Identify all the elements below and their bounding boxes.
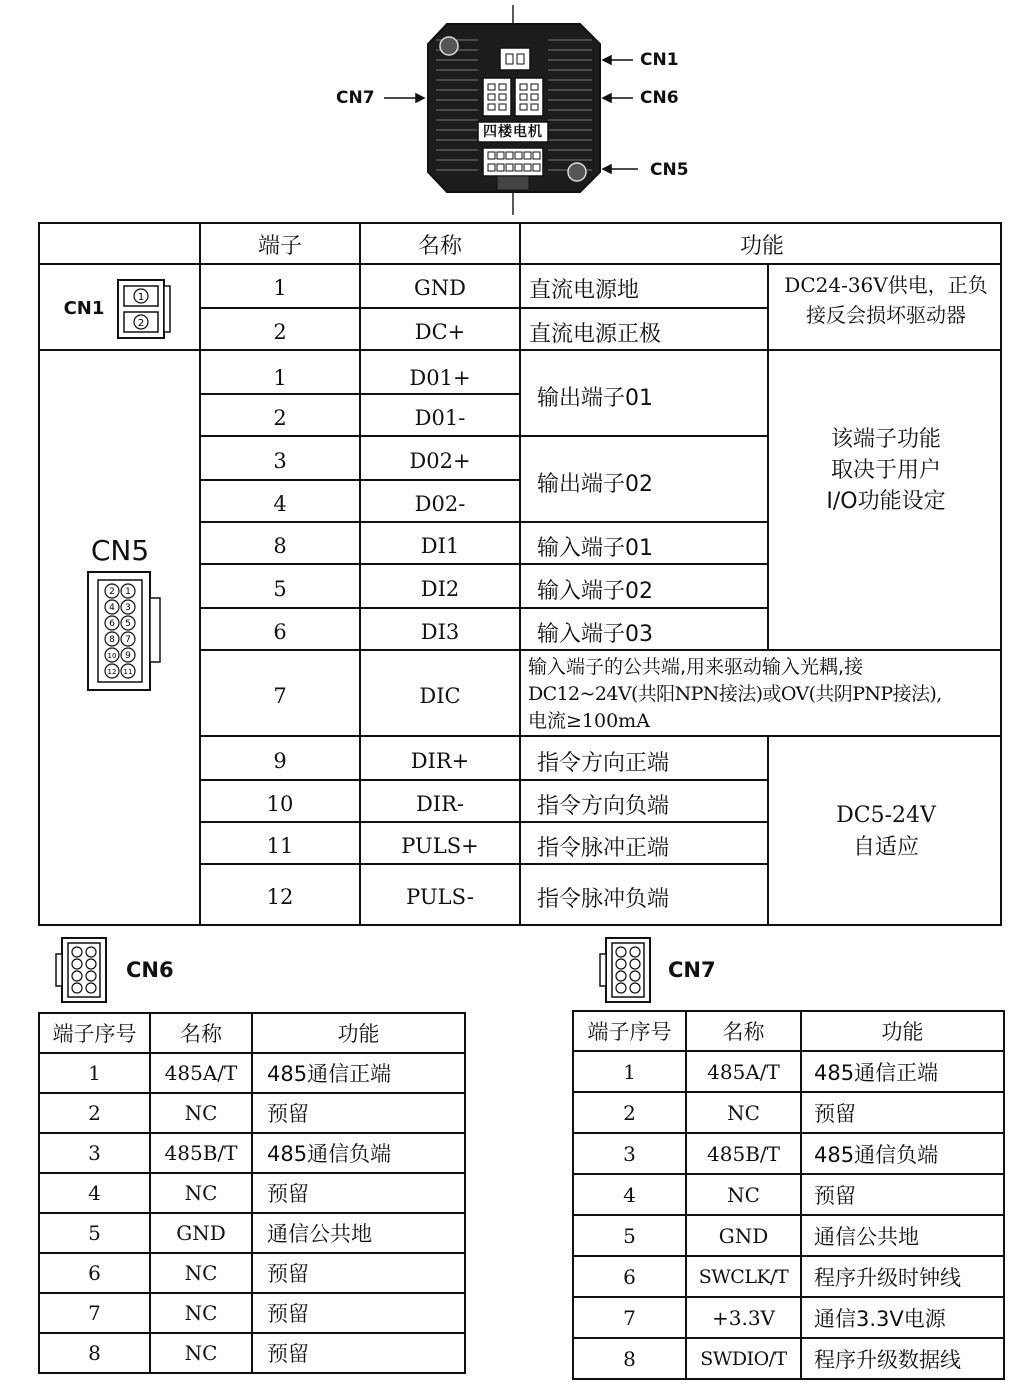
cn5-terminal: 1 — [273, 366, 287, 390]
table-row — [573, 1174, 1004, 1215]
cn6-function: 485通信负端 — [252, 1133, 465, 1173]
motor-brand-label: 四楼电机 — [483, 124, 543, 140]
cn6-seq: 3 — [39, 1133, 150, 1173]
cn5-name: PULS- — [406, 885, 474, 909]
cn1-connector-icon — [116, 278, 172, 340]
cn7-seq: 6 — [573, 1256, 686, 1297]
cn6-function: 预留 — [252, 1093, 465, 1133]
cn5-function: 输入端子03 — [537, 621, 653, 647]
motor-diagram — [0, 0, 1021, 220]
cn1-label: CN1 — [63, 297, 105, 319]
cn5-pin-digit: 4 — [109, 603, 115, 613]
cn5-pin-digit: 6 — [109, 619, 115, 629]
cn5-pulse-note — [768, 800, 1004, 870]
cn6-seq: 5 — [39, 1213, 150, 1253]
cn1-row2-name: DC+ — [414, 320, 466, 344]
cn7-name: 485B/T — [686, 1133, 801, 1174]
cn6-label: CN6 — [126, 958, 174, 982]
cn5-name: D01- — [414, 406, 466, 430]
cn5-pin-digit: 12 — [107, 668, 117, 676]
cn5-io-note-line: I/O功能设定 — [826, 489, 946, 514]
cn5-terminal: 8 — [273, 534, 287, 558]
callout-cn1: CN1 — [640, 50, 679, 70]
table-row — [573, 1297, 1004, 1338]
cn1-row1-name: GND — [414, 276, 466, 300]
table-row — [39, 1053, 465, 1093]
table-row — [39, 1253, 465, 1293]
cn6-function: 485通信正端 — [252, 1053, 465, 1093]
cn6-seq: 7 — [39, 1293, 150, 1333]
cn6-function: 预留 — [252, 1333, 465, 1373]
table-row — [573, 1256, 1004, 1297]
cn5-dic-line: 输入端子的公共端,用来驱动输入光耦,接 — [528, 656, 864, 678]
cn5-function: 指令脉冲负端 — [537, 886, 670, 912]
cn7-name: 485A/T — [686, 1051, 801, 1092]
cn6-function: 预留 — [252, 1293, 465, 1333]
cn5-io-note-line: 该端子功能 — [830, 427, 941, 452]
cn7-header-name: 名称 — [686, 1011, 801, 1051]
cn7-name: SWDIO/T — [686, 1338, 801, 1379]
cn6-seq: 4 — [39, 1173, 150, 1213]
cn1-pin-digit: 2 — [137, 318, 145, 329]
cn7-function: 485通信正端 — [801, 1051, 1004, 1092]
header-terminal: 端子 — [257, 233, 302, 259]
cn1-row1-function: 直流电源地 — [529, 277, 640, 303]
cn1-note — [768, 270, 1004, 350]
cn6-seq: 8 — [39, 1333, 150, 1373]
cn5-io-note — [768, 424, 1004, 534]
cn7-name: +3.3V — [686, 1297, 801, 1338]
table-row — [39, 1133, 465, 1173]
cn6-header-function: 功能 — [252, 1013, 465, 1053]
cn5-pin-digit: 3 — [125, 603, 131, 613]
cn5-dic-line: DC12~24V(共阳NPN接法)或OV(共阴PNP接法), — [528, 683, 942, 705]
cn5-pin-digit: 11 — [123, 668, 133, 676]
cn5-name: DIC — [419, 684, 461, 708]
cn5-terminal: 11 — [266, 834, 294, 858]
cn5-pin-digit: 10 — [107, 652, 117, 660]
cn5-name: DI3 — [420, 620, 460, 644]
cn5-pin-digit: 5 — [125, 619, 131, 629]
cn5-function: 指令方向正端 — [537, 750, 670, 776]
cn5-dic-description — [528, 654, 1002, 738]
cn5-name: DIR- — [415, 792, 465, 816]
cn5-output01: 输出端子01 — [537, 385, 653, 411]
table-row — [39, 1293, 465, 1333]
cn7-seq: 1 — [573, 1051, 686, 1092]
cn5-pulse-note-line: DC5-24V — [836, 803, 936, 828]
callout-cn5: CN5 — [650, 160, 689, 180]
cn1-pin-digit: 1 — [137, 292, 145, 303]
cn7-function: 通信3.3V电源 — [801, 1297, 1004, 1338]
cn5-name: DI1 — [420, 534, 460, 558]
table-row — [39, 1173, 465, 1213]
cn6-name: NC — [150, 1173, 252, 1213]
cn7-name: NC — [686, 1092, 801, 1133]
cn5-terminal: 2 — [273, 406, 287, 430]
cn5-terminal: 5 — [273, 577, 287, 601]
callout-cn6: CN6 — [640, 88, 679, 108]
cn6-function: 通信公共地 — [252, 1213, 465, 1253]
cn5-terminal: 6 — [273, 620, 287, 644]
cn7-seq: 7 — [573, 1297, 686, 1338]
cn5-pin-digit: 1 — [125, 587, 131, 597]
cn7-header-seq: 端子序号 — [573, 1011, 686, 1051]
table-row — [573, 1051, 1004, 1092]
cn7-seq: 5 — [573, 1215, 686, 1256]
cn1-row2-terminal: 2 — [273, 320, 287, 344]
cn7-header-function: 功能 — [801, 1011, 1004, 1051]
cn7-name: GND — [686, 1215, 801, 1256]
cn6-name: 485A/T — [150, 1053, 252, 1093]
cn7-function: 程序升级时钟线 — [801, 1256, 1004, 1297]
cn5-dic-line: 电流≥100mA — [528, 710, 650, 732]
main-pin-table — [38, 222, 1002, 926]
cn5-terminal: 4 — [273, 492, 287, 516]
header-function: 功能 — [739, 233, 784, 259]
cn7-connector-icon — [598, 936, 658, 1004]
cn5-name: PULS+ — [401, 834, 479, 858]
cn7-seq: 2 — [573, 1092, 686, 1133]
cn6-name: GND — [150, 1213, 252, 1253]
cn6-name: NC — [150, 1293, 252, 1333]
cn5-terminal: 10 — [266, 792, 294, 816]
cn5-function: 指令脉冲正端 — [537, 835, 670, 861]
table-row — [39, 1333, 465, 1373]
table-row — [573, 1092, 1004, 1133]
cn6-name: 485B/T — [150, 1133, 252, 1173]
cn7-name: NC — [686, 1174, 801, 1215]
cn5-name: D02- — [414, 492, 466, 516]
cn7-function: 程序升级数据线 — [801, 1338, 1004, 1379]
cn6-header-name: 名称 — [150, 1013, 252, 1053]
table-row — [39, 1213, 465, 1253]
cn6-seq: 1 — [39, 1053, 150, 1093]
cn7-seq: 3 — [573, 1133, 686, 1174]
cn5-pin-digit: 8 — [109, 635, 115, 645]
cn5-pin-digit: 7 — [125, 635, 131, 645]
cn5-label: CN5 — [90, 533, 150, 567]
cn5-terminal: 7 — [273, 684, 287, 708]
cn5-pin-digit: 9 — [125, 651, 131, 661]
cn1-note-line: 接反会损坏驱动器 — [806, 303, 966, 327]
cn1-note-line: DC24-36V供电，正负 — [784, 273, 988, 297]
cn6-name: NC — [150, 1093, 252, 1133]
cn7-seq: 4 — [573, 1174, 686, 1215]
cn5-terminal: 9 — [273, 749, 287, 773]
cn5-name: DI2 — [420, 577, 460, 601]
cn5-pin-digit: 2 — [109, 587, 115, 597]
cn7-seq: 8 — [573, 1338, 686, 1379]
cn5-io-note-line: 取决于用户 — [830, 458, 941, 483]
cn1-row1-terminal: 1 — [273, 276, 287, 300]
cn5-name: DIR+ — [410, 749, 470, 773]
cn7-function: 预留 — [801, 1174, 1004, 1215]
cn7-function: 485通信负端 — [801, 1133, 1004, 1174]
cn6-seq: 2 — [39, 1093, 150, 1133]
cn5-function: 输入端子01 — [537, 535, 653, 561]
cn5-terminal: 12 — [266, 885, 294, 909]
cn5-name: D02+ — [409, 449, 471, 473]
cn6-name: NC — [150, 1253, 252, 1293]
callout-cn7: CN7 — [336, 88, 375, 108]
cn6-seq: 6 — [39, 1253, 150, 1293]
table-row — [573, 1133, 1004, 1174]
cn5-pulse-note-line: 自适应 — [852, 835, 919, 860]
cn5-function: 输入端子02 — [537, 578, 653, 604]
cn5-connector-icon — [86, 570, 166, 694]
cn6-connector-icon — [54, 936, 114, 1004]
cn6-function: 预留 — [252, 1173, 465, 1213]
cn5-terminal: 3 — [273, 449, 287, 473]
cn1-row2-function: 直流电源正极 — [529, 321, 662, 347]
table-row — [573, 1215, 1004, 1256]
cn7-label: CN7 — [668, 958, 716, 982]
cn7-function: 通信公共地 — [801, 1215, 1004, 1256]
table-row — [573, 1338, 1004, 1379]
table-row — [39, 1093, 465, 1133]
cn5-name: D01+ — [409, 366, 471, 390]
cn6-table — [38, 1012, 466, 1374]
cn7-table — [572, 1010, 1005, 1380]
cn6-name: NC — [150, 1333, 252, 1373]
cn7-function: 预留 — [801, 1092, 1004, 1133]
header-name: 名称 — [417, 233, 462, 259]
cn7-name: SWCLK/T — [686, 1256, 801, 1297]
cn6-header-seq: 端子序号 — [39, 1013, 150, 1053]
cn5-function: 指令方向负端 — [537, 793, 670, 819]
cn5-output02: 输出端子02 — [537, 471, 653, 497]
cn6-function: 预留 — [252, 1253, 465, 1293]
